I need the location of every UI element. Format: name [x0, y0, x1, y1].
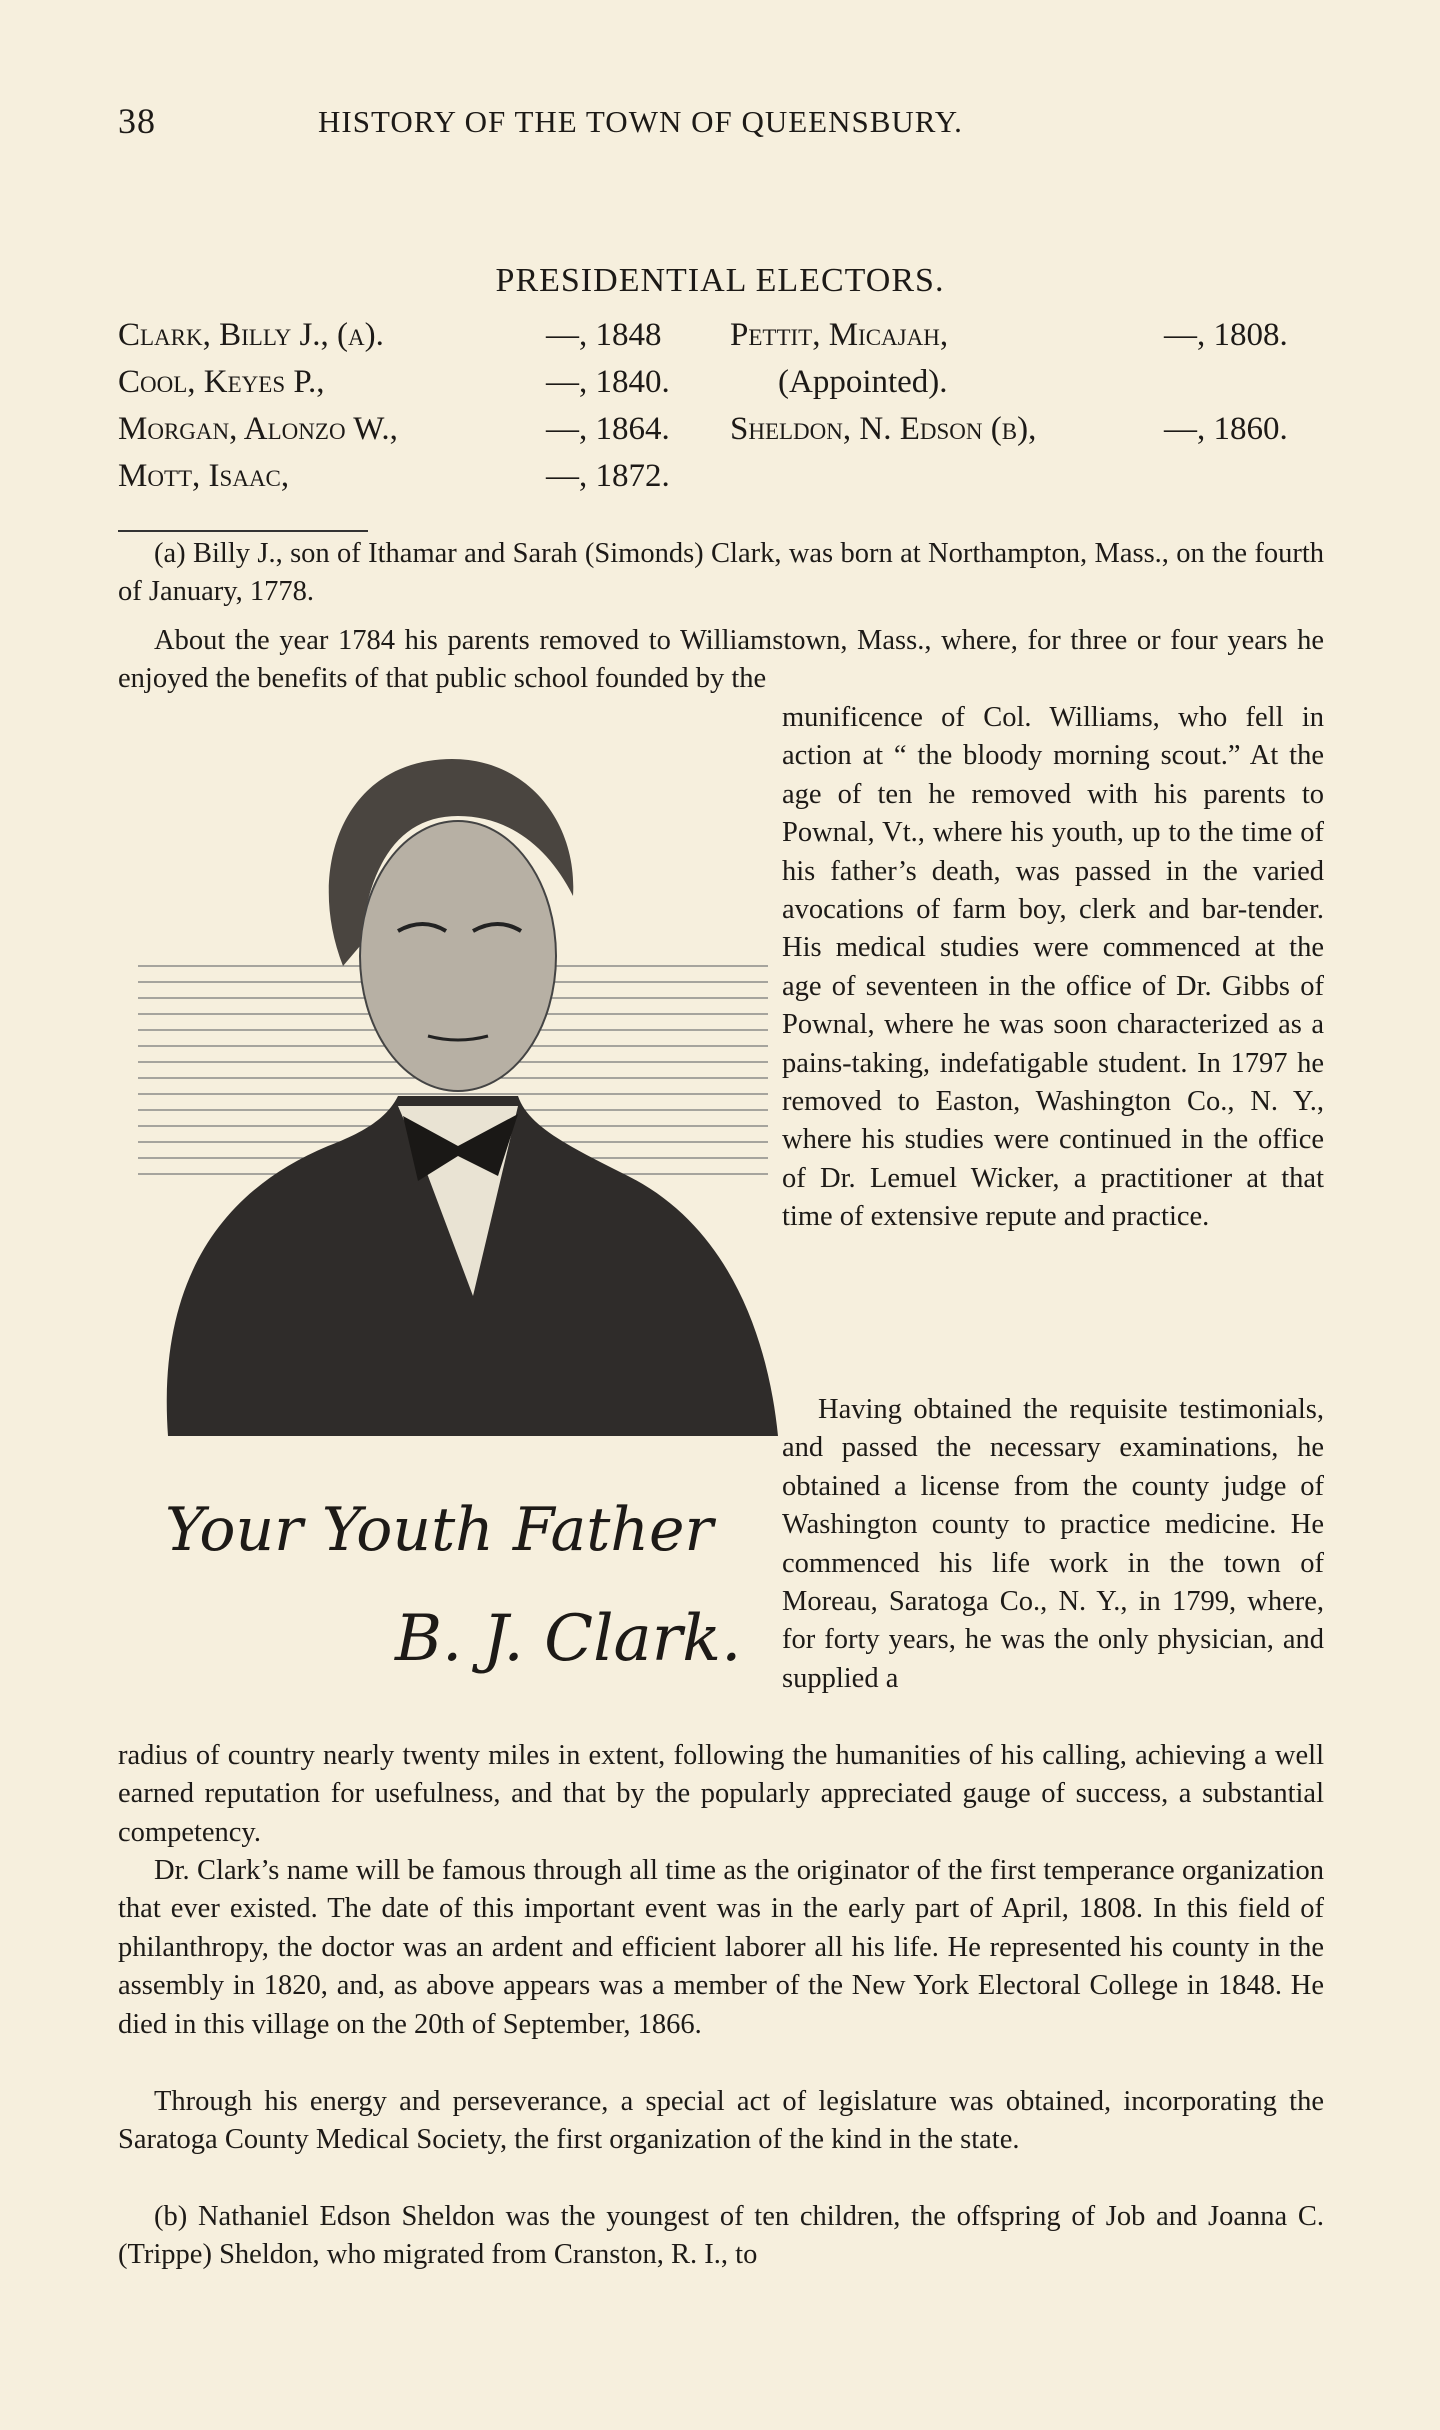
elector-year: —, 1872.	[546, 458, 670, 494]
paragraph: Dr. Clark’s name will be famous through all time as the originator of the first temperance organization that ever existed. The date of this important event was in the early part of April, 1808. In this field of philanthropy, the doctor was an ardent and efficient laborer all his life. He represented his county in the assembly in 1820, and, as above appears was a member of the New York Electoral College in 1848. He died in this village on the 20th of September, 1866.	[118, 1855, 1324, 2040]
signature-line: Your Youth Father	[165, 1495, 714, 1565]
elector-row	[118, 458, 1328, 505]
elector-name: Mott, Isaac,	[118, 458, 290, 494]
signature-name: B. J. Clark.	[395, 1602, 742, 1676]
paragraph: Having obtained the requisite testimonials, and passed the necessary examinations, he obtained a license from the county judge of Washington county to practice medicine. He commenced his life work in the town of Moreau, Saratoga Co., N. Y., in 1799, where, for forty years, he was the only physician, and supplied a	[782, 1394, 1324, 1694]
footnote-a-paragraph: (a) Billy J., son of Ithamar and Sarah (Simonds) Clark, was born at Northampton, Mass., on the fourth of January, 1778.	[118, 538, 1324, 608]
paragraph-wrap: radius of country nearly twenty miles in extent, following the humanities of his calling, achieving a well earned reputation for usefulness, and that by the popularly appreciated gauge of success, a substantial competency.	[118, 1740, 1324, 1848]
paragraph: Through his energy and perseverance, a special act of legislature was obtained, incorporating the Saratoga County Medical Society, the first organization of the kind in the state.	[118, 2086, 1324, 2156]
elector-year: —, 1860.	[1164, 411, 1288, 447]
paragraph: About the year 1784 his parents removed to Williamstown, Mass., where, for three or four years he enjoyed the benefits of that public school founded by the	[118, 625, 1324, 695]
page-number: 38	[118, 101, 156, 141]
elector-year: —, 1848	[546, 317, 662, 353]
section-heading: PRESIDENTIAL ELECTORS.	[495, 262, 945, 299]
elector-name: Cool, Keyes P.,	[118, 364, 325, 400]
elector-name: Morgan, Alonzo W.,	[118, 411, 398, 447]
electors-list	[118, 317, 1328, 505]
running-title: HISTORY OF THE TOWN OF QUEENSBURY.	[318, 104, 963, 139]
elector-year: —, 1864.	[546, 411, 670, 447]
elector-row	[118, 364, 1328, 411]
portrait-engraving	[128, 736, 788, 1456]
running-head	[118, 100, 1322, 140]
elector-year: —, 1840.	[546, 364, 670, 400]
elector-row	[118, 317, 1328, 364]
footnote-b-paragraph: (b) Nathaniel Edson Sheldon was the youngest of ten children, the offspring of Job and Joanna C. (Trippe) Sheldon, who migrated from Cranston, R. I., to	[118, 2201, 1324, 2271]
paragraph-wrap: munificence of Col. Williams, who fell in action at “ the bloody morning scout.” At the age of ten he removed with his parents to Pownal, Vt., where his youth, up to the time of his father’s death, was passed in the varied avocations of farm boy, clerk and bar-tender. His medical studies were commenced at the age of seventeen in the office of Dr. Gibbs of Pownal, where he was soon characterized as a pains-taking, indefatigable student. In 1797 he removed to Easton, Washington Co., N. Y., where his studies were continued in the office of Dr. Lemuel Wicker, a practitioner at that time of extensive repute and practice.	[782, 702, 1324, 1233]
elector-row	[118, 411, 1328, 458]
elector-name: Pettit, Micajah,	[730, 317, 949, 353]
elector-name: Sheldon, N. Edson (b),	[730, 411, 1037, 447]
footnote-divider	[118, 530, 368, 532]
face-shape	[360, 821, 556, 1091]
elector-name: Clark, Billy J., (a).	[118, 317, 384, 353]
elector-note: (Appointed).	[778, 364, 948, 400]
signature-image	[165, 1470, 765, 1690]
elector-year: —, 1808.	[1164, 317, 1288, 353]
